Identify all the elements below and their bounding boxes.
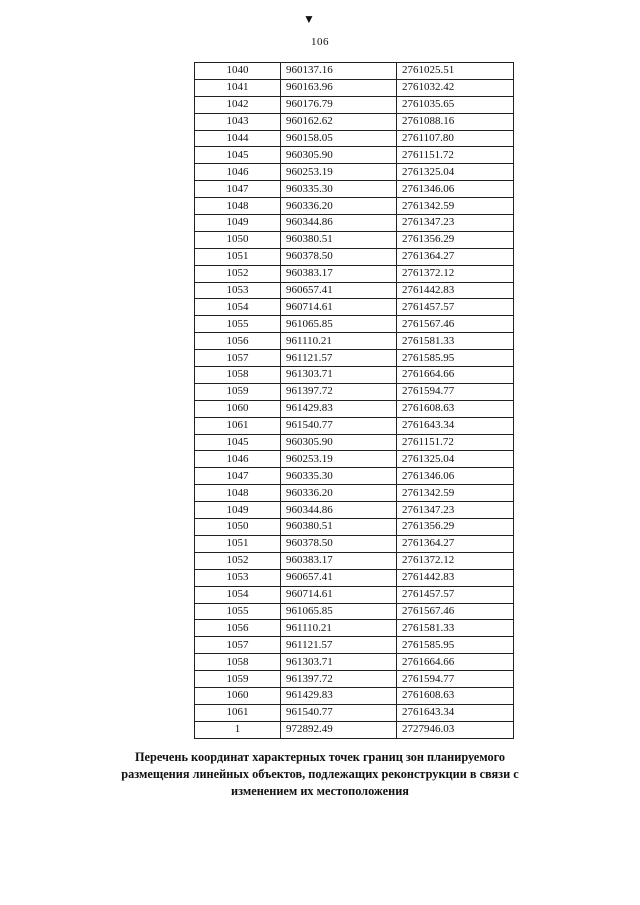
point-number-cell: 1058 — [195, 654, 281, 671]
table-row — [195, 671, 514, 688]
point-number-cell: 1059 — [195, 383, 281, 400]
x-coordinate-cell: 972892.49 — [281, 721, 397, 738]
table-row — [195, 164, 514, 181]
table-row — [195, 603, 514, 620]
point-number-cell: 1049 — [195, 215, 281, 232]
x-coordinate-cell: 961065.85 — [281, 316, 397, 333]
point-number-cell: 1056 — [195, 333, 281, 350]
x-coordinate-cell: 960378.50 — [281, 535, 397, 552]
x-coordinate-cell: 961397.72 — [281, 671, 397, 688]
y-coordinate-cell: 2761364.27 — [397, 248, 514, 265]
section-caption — [90, 749, 550, 800]
point-number-cell: 1044 — [195, 130, 281, 147]
coordinates-table-body — [195, 63, 514, 739]
x-coordinate-cell: 961540.77 — [281, 704, 397, 721]
point-number-cell: 1047 — [195, 181, 281, 198]
x-coordinate-cell: 960158.05 — [281, 130, 397, 147]
x-coordinate-cell: 960657.41 — [281, 282, 397, 299]
table-row — [195, 316, 514, 333]
coordinates-table — [194, 62, 514, 739]
x-coordinate-cell: 960657.41 — [281, 569, 397, 586]
x-coordinate-cell: 961110.21 — [281, 620, 397, 637]
y-coordinate-cell: 2761585.95 — [397, 350, 514, 367]
y-coordinate-cell: 2761442.83 — [397, 282, 514, 299]
point-number-cell: 1061 — [195, 417, 281, 434]
y-coordinate-cell: 2761372.12 — [397, 265, 514, 282]
y-coordinate-cell: 2761032.42 — [397, 79, 514, 96]
caption-line-2: размещения линейных объектов, подлежащих реконструкции в связи с — [121, 767, 519, 781]
y-coordinate-cell: 2761088.16 — [397, 113, 514, 130]
table-row — [195, 147, 514, 164]
y-coordinate-cell: 2761025.51 — [397, 63, 514, 80]
table-row — [195, 130, 514, 147]
table-row — [195, 535, 514, 552]
x-coordinate-cell: 960380.51 — [281, 231, 397, 248]
y-coordinate-cell: 2761342.59 — [397, 198, 514, 215]
x-coordinate-cell: 960336.20 — [281, 485, 397, 502]
x-coordinate-cell: 960380.51 — [281, 519, 397, 536]
y-coordinate-cell: 2761581.33 — [397, 333, 514, 350]
point-number-cell: 1051 — [195, 535, 281, 552]
table-row — [195, 451, 514, 468]
x-coordinate-cell: 961303.71 — [281, 367, 397, 384]
table-row — [195, 299, 514, 316]
point-number-cell: 1048 — [195, 198, 281, 215]
y-coordinate-cell: 2761664.66 — [397, 367, 514, 384]
x-coordinate-cell: 960335.30 — [281, 468, 397, 485]
point-number-cell: 1055 — [195, 316, 281, 333]
x-coordinate-cell: 960383.17 — [281, 552, 397, 569]
table-row — [195, 113, 514, 130]
table-row — [195, 586, 514, 603]
point-number-cell: 1060 — [195, 687, 281, 704]
table-row — [195, 417, 514, 434]
table-row — [195, 519, 514, 536]
table-row — [195, 181, 514, 198]
x-coordinate-cell: 960305.90 — [281, 147, 397, 164]
x-coordinate-cell: 961121.57 — [281, 350, 397, 367]
y-coordinate-cell: 2761442.83 — [397, 569, 514, 586]
point-number-cell: 1059 — [195, 671, 281, 688]
y-coordinate-cell: 2761151.72 — [397, 147, 514, 164]
table-row — [195, 485, 514, 502]
point-number-cell: 1049 — [195, 502, 281, 519]
y-coordinate-cell: 2761643.34 — [397, 704, 514, 721]
table-row — [195, 637, 514, 654]
x-coordinate-cell: 960335.30 — [281, 181, 397, 198]
y-coordinate-cell: 2761372.12 — [397, 552, 514, 569]
point-number-cell: 1057 — [195, 637, 281, 654]
point-number-cell: 1043 — [195, 113, 281, 130]
table-row — [195, 721, 514, 738]
table-row — [195, 654, 514, 671]
point-number-cell: 1051 — [195, 248, 281, 265]
table-row — [195, 569, 514, 586]
x-coordinate-cell: 960714.61 — [281, 586, 397, 603]
table-row — [195, 333, 514, 350]
caption-line-1: Перечень координат характерных точек границ зон планируемого — [134, 750, 506, 764]
y-coordinate-cell: 2761608.63 — [397, 687, 514, 704]
y-coordinate-cell: 2761664.66 — [397, 654, 514, 671]
table-row — [195, 620, 514, 637]
y-coordinate-cell: 2761567.46 — [397, 603, 514, 620]
table-row — [195, 468, 514, 485]
table-row — [195, 215, 514, 232]
point-number-cell: 1054 — [195, 299, 281, 316]
table-row — [195, 282, 514, 299]
point-number-cell: 1045 — [195, 147, 281, 164]
point-number-cell: 1057 — [195, 350, 281, 367]
x-coordinate-cell: 960253.19 — [281, 451, 397, 468]
x-coordinate-cell: 960305.90 — [281, 434, 397, 451]
y-coordinate-cell: 2761347.23 — [397, 215, 514, 232]
table-row — [195, 350, 514, 367]
table-row — [195, 367, 514, 384]
table-row — [195, 265, 514, 282]
point-number-cell: 1040 — [195, 63, 281, 80]
x-coordinate-cell: 960344.86 — [281, 215, 397, 232]
x-coordinate-cell: 961397.72 — [281, 383, 397, 400]
y-coordinate-cell: 2761585.95 — [397, 637, 514, 654]
y-coordinate-cell: 2761035.65 — [397, 96, 514, 113]
table-row — [195, 434, 514, 451]
x-coordinate-cell: 961110.21 — [281, 333, 397, 350]
table-row — [195, 502, 514, 519]
point-number-cell: 1046 — [195, 451, 281, 468]
x-coordinate-cell: 960378.50 — [281, 248, 397, 265]
point-number-cell: 1061 — [195, 704, 281, 721]
x-coordinate-cell: 961065.85 — [281, 603, 397, 620]
y-coordinate-cell: 2761325.04 — [397, 451, 514, 468]
caption-line-3: изменением их местоположения — [231, 784, 409, 798]
y-coordinate-cell: 2727946.03 — [397, 721, 514, 738]
x-coordinate-cell: 961121.57 — [281, 637, 397, 654]
table-row — [195, 198, 514, 215]
x-coordinate-cell: 961303.71 — [281, 654, 397, 671]
y-coordinate-cell: 2761608.63 — [397, 400, 514, 417]
point-number-cell: 1054 — [195, 586, 281, 603]
point-number-cell: 1041 — [195, 79, 281, 96]
x-coordinate-cell: 960344.86 — [281, 502, 397, 519]
point-number-cell: 1046 — [195, 164, 281, 181]
x-coordinate-cell: 960383.17 — [281, 265, 397, 282]
point-number-cell: 1052 — [195, 265, 281, 282]
x-coordinate-cell: 960162.62 — [281, 113, 397, 130]
page-number: 106 — [311, 36, 329, 48]
point-number-cell: 1052 — [195, 552, 281, 569]
point-number-cell: 1042 — [195, 96, 281, 113]
y-coordinate-cell: 2761364.27 — [397, 535, 514, 552]
y-coordinate-cell: 2761567.46 — [397, 316, 514, 333]
page-mark: ▼ — [303, 12, 315, 26]
point-number-cell: 1060 — [195, 400, 281, 417]
table-row — [195, 248, 514, 265]
y-coordinate-cell: 2761347.23 — [397, 502, 514, 519]
point-number-cell: 1 — [195, 721, 281, 738]
point-number-cell: 1045 — [195, 434, 281, 451]
x-coordinate-cell: 960714.61 — [281, 299, 397, 316]
x-coordinate-cell: 960253.19 — [281, 164, 397, 181]
point-number-cell: 1058 — [195, 367, 281, 384]
y-coordinate-cell: 2761356.29 — [397, 231, 514, 248]
point-number-cell: 1053 — [195, 569, 281, 586]
table-row — [195, 704, 514, 721]
y-coordinate-cell: 2761594.77 — [397, 383, 514, 400]
x-coordinate-cell: 960137.16 — [281, 63, 397, 80]
y-coordinate-cell: 2761346.06 — [397, 181, 514, 198]
table-row — [195, 63, 514, 80]
y-coordinate-cell: 2761346.06 — [397, 468, 514, 485]
point-number-cell: 1048 — [195, 485, 281, 502]
point-number-cell: 1050 — [195, 231, 281, 248]
y-coordinate-cell: 2761325.04 — [397, 164, 514, 181]
x-coordinate-cell: 961540.77 — [281, 417, 397, 434]
y-coordinate-cell: 2761581.33 — [397, 620, 514, 637]
y-coordinate-cell: 2761457.57 — [397, 299, 514, 316]
point-number-cell: 1047 — [195, 468, 281, 485]
y-coordinate-cell: 2761107.80 — [397, 130, 514, 147]
x-coordinate-cell: 961429.83 — [281, 687, 397, 704]
table-row — [195, 383, 514, 400]
table-row — [195, 79, 514, 96]
y-coordinate-cell: 2761356.29 — [397, 519, 514, 536]
table-row — [195, 400, 514, 417]
point-number-cell: 1055 — [195, 603, 281, 620]
table-row — [195, 96, 514, 113]
y-coordinate-cell: 2761457.57 — [397, 586, 514, 603]
table-row — [195, 687, 514, 704]
x-coordinate-cell: 960336.20 — [281, 198, 397, 215]
y-coordinate-cell: 2761594.77 — [397, 671, 514, 688]
y-coordinate-cell: 2761643.34 — [397, 417, 514, 434]
point-number-cell: 1056 — [195, 620, 281, 637]
y-coordinate-cell: 2761151.72 — [397, 434, 514, 451]
y-coordinate-cell: 2761342.59 — [397, 485, 514, 502]
table-row — [195, 231, 514, 248]
point-number-cell: 1053 — [195, 282, 281, 299]
point-number-cell: 1050 — [195, 519, 281, 536]
coordinates-table-container — [194, 62, 513, 739]
table-row — [195, 552, 514, 569]
x-coordinate-cell: 960163.96 — [281, 79, 397, 96]
x-coordinate-cell: 961429.83 — [281, 400, 397, 417]
x-coordinate-cell: 960176.79 — [281, 96, 397, 113]
